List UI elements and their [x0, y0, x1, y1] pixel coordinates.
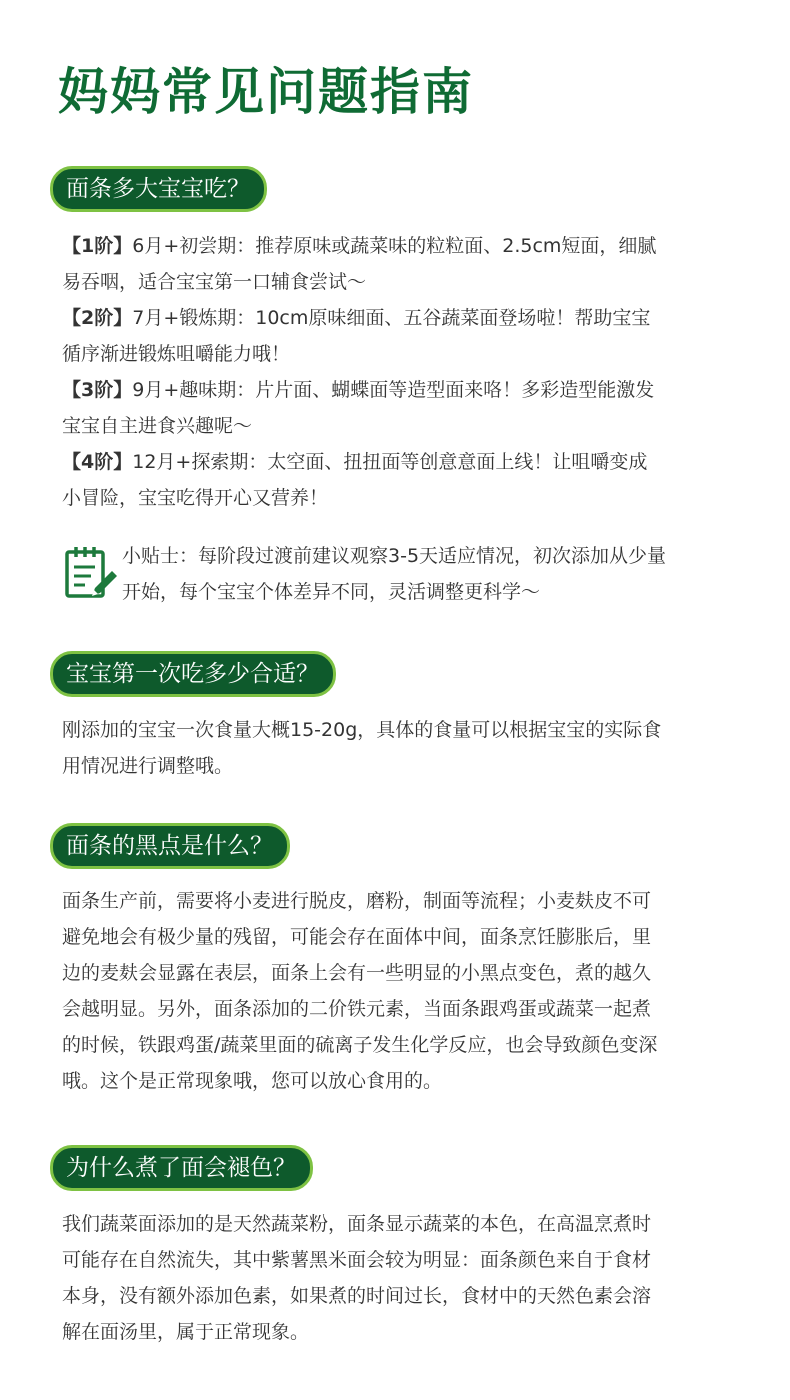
black-dots-paragraph: 面条生产前，需要将小麦进行脱皮，磨粉，制面等流程；小麦麸皮不可 避免地会有极少量的残留，可能会存在面体中间，面条烹饪膨胀后，里 边的麦麸会显露在表层，面条上会有一些明显的小黑点变色，煮的越久 会越明显。另外，面条添加的二价铁元素，当面条跟鸡蛋或蔬菜一起煮 的时候，铁跟鸡蛋/蔬菜里面的硫离子发生化学反应，也会导致颜色变深 哦。这个是正常现象哦，您可以放心食用的。	[62, 890, 658, 1092]
stage-3-line-1: 【3阶】9月+趣味期：片片面、蝴蝶面等造型面来咯！多彩造型能激发	[62, 379, 655, 401]
stage-4-line-2: 小冒险，宝宝吃得开心又营养！	[62, 487, 329, 509]
stage-2-label: 【2阶】	[62, 307, 133, 329]
stage-4-line-1: 【4阶】12月+探索期：太空面、扭扭面等创意意面上线！让咀嚼变成	[62, 451, 648, 473]
stage-3-line-2: 宝宝自主进食兴趣呢～	[62, 415, 253, 437]
tip-text: 小贴士：每阶段过渡前建议观察3-5天适应情况，初次添加从少量 开始，每个宝宝个体差异不同，灵活调整更科学～	[122, 545, 667, 603]
notepad-pencil-icon	[64, 546, 120, 602]
fading-paragraph: 我们蔬菜面添加的是天然蔬菜粉，面条显示蔬菜的本色，在高温烹煮时 可能存在自然流失，其中紫薯黑米面会较为明显：面条颜色来自于食材 本身，没有额外添加色素，如果煮的时间过长，食材中的天然色素会溶 解在面汤里，属于正常现象。	[62, 1213, 652, 1343]
section-heading-age: 面条多大宝宝吃？	[50, 166, 267, 212]
page-title: 妈妈常见问题指南	[58, 63, 474, 121]
stages-list	[62, 228, 742, 516]
stage-1-line-1: 【1阶】6月+初尝期：推荐原味或蔬菜味的粒粒面、2.5cm短面，细腻	[62, 235, 657, 257]
stage-3-label: 【3阶】	[62, 379, 133, 401]
amount-paragraph: 刚添加的宝宝一次食量大概15-20g，具体的食量可以根据宝宝的实际食 用情况进行调整哦。	[62, 719, 662, 777]
section-heading-amount: 宝宝第一次吃多少合适？	[50, 651, 336, 697]
stage-2-line-2: 循序渐进锻炼咀嚼能力哦！	[62, 343, 291, 365]
stage-1-label: 【1阶】	[62, 235, 133, 257]
stage-4-label: 【4阶】	[62, 451, 133, 473]
section-heading-black-dots: 面条的黑点是什么？	[50, 823, 290, 869]
stage-2-line-1: 【2阶】7月+锻炼期：10cm原味细面、五谷蔬菜面登场啦！帮助宝宝	[62, 307, 651, 329]
stage-1-line-2: 易吞咽，适合宝宝第一口辅食尝试～	[62, 271, 367, 293]
section-heading-fading: 为什么煮了面会褪色？	[50, 1145, 313, 1191]
